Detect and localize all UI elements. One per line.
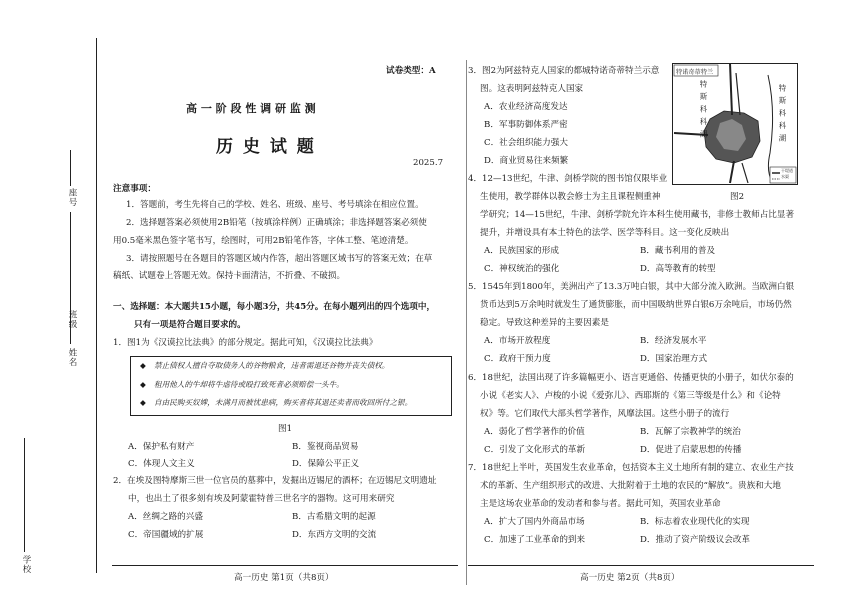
q6-stem-cont: 权》等。它们取代大部头哲学著作，风靡法国。这些小册子的流行 xyxy=(480,409,730,419)
law-bullet-icon: ◆ xyxy=(140,361,146,370)
footer-page-number: 高一历史 第1页（共8页） xyxy=(234,573,334,583)
q4-option-a[interactable]: A．民族国家的形成 xyxy=(484,246,559,256)
footer-rule xyxy=(468,565,814,566)
q4-stem-cont: 学研究；14—15世纪，牛津、剑桥学院允许本科生使用藏书，非修士教师占比显著 xyxy=(480,210,795,220)
figure-caption: 图1 xyxy=(278,424,293,434)
figure-caption: 图2 xyxy=(730,192,745,202)
seat-field[interactable] xyxy=(70,150,71,186)
q2-option-c[interactable]: C．帝国疆域的扩展 xyxy=(128,530,204,540)
school-field[interactable] xyxy=(24,438,25,552)
map-legend-canal: 水渠 xyxy=(781,174,789,179)
q5-option-d[interactable]: D．国家治理方式 xyxy=(640,354,708,364)
q7-stem-cont: 术的革新、生产组织形式的改进、大批附着于土地的农民的“解放”。贵族和大地 xyxy=(480,481,781,491)
footer-rule xyxy=(112,565,458,566)
note-line: 稿纸、试题卷上答题无效。保持卡面清洁，不折叠、不破损。 xyxy=(113,271,346,281)
q2-stem: 2．在埃及图特摩斯三世一位官员的墓葬中，发掘出迈锡尼的酒杯；在迈锡尼文明遗址 xyxy=(113,476,437,486)
section-heading: 一、选择题：本大题共15小题，每小题3分，共45分。在每小题列出的四个选项中， xyxy=(113,302,436,312)
q7-option-d[interactable]: D．推动了资产阶级议会改革 xyxy=(640,535,751,545)
q4-option-d[interactable]: D．高等教育的转型 xyxy=(640,264,716,274)
q5-stem-cont: 货币达到5万余吨时就发生了通货膨胀，而中国吸纳世界白银6万余吨后，市场仍然 xyxy=(480,300,792,310)
q2-option-d[interactable]: D．东西方文明的交流 xyxy=(292,530,377,540)
q5-option-c[interactable]: C．政府干预力度 xyxy=(484,354,551,364)
q1-option-a[interactable]: A．保护私有财产 xyxy=(128,442,195,452)
q6-option-d[interactable]: D．促进了启蒙思想的传播 xyxy=(640,445,742,455)
q2-stem-cont: 中，也出土了很多刻有埃及阿蒙霍特普三世名字的器物。这可用来研究 xyxy=(128,494,395,504)
q3-stem-cont: 图。这表明阿兹特克人国家 xyxy=(480,84,584,94)
q4-option-c[interactable]: C．神权统治的强化 xyxy=(484,264,560,274)
q5-option-b[interactable]: B．经济发展水平 xyxy=(640,336,707,346)
q6-stem-cont: 小说《老实人》、卢梭的小说《爱弥儿》、西耶斯的《第三等级是什么》和《论特 xyxy=(480,391,781,401)
map-lake-label-right: 特斯科科湖 xyxy=(778,84,787,147)
q3-stem: 3．图2为阿兹特克人国家的都城特诺奇蒂特兰示意 xyxy=(468,66,660,76)
page-divider xyxy=(466,60,467,585)
law-item: 禁止债权人擅自夺取债务人的谷物粮食，违者需退还谷物并丧失债权。 xyxy=(154,361,390,370)
q7-stem-cont: 主是这场农业革命的发动者和参与者。据此可知，英国农业革命 xyxy=(480,499,721,509)
q4-option-b[interactable]: B．藏书利用的普及 xyxy=(640,246,716,256)
page-title: 历 史 试 题 xyxy=(216,137,316,157)
school-label: 学校 xyxy=(21,555,31,574)
q1-stem: 1．图1为《汉谟拉比法典》的部分规定。据此可知，《汉谟拉比法典》 xyxy=(113,338,378,348)
law-item: 自由民购买奴婢，未满月而被忧患病，购买者将其退还卖者而收回所付之银。 xyxy=(154,398,413,407)
name-label: 姓名 xyxy=(67,348,77,367)
class-label: 班级 xyxy=(67,310,77,329)
binding-line xyxy=(96,38,97,573)
map-title: 特诺奇蒂特兰 xyxy=(676,69,714,76)
q6-option-a[interactable]: A．弱化了哲学著作的价值 xyxy=(484,427,585,437)
q2-option-b[interactable]: B．古希腊文明的起源 xyxy=(292,512,376,522)
q3-option-b[interactable]: B．军事防御体系严密 xyxy=(484,120,568,130)
law-item: 租用他人的牛却将牛虐待或殴打致死者必须赔偿一头牛。 xyxy=(154,380,344,389)
map-legend-causeway: 干堤道 xyxy=(781,168,793,173)
q3-option-d[interactable]: D．商业贸易往来频繁 xyxy=(484,156,569,166)
q3-option-a[interactable]: A．农业经济高度发达 xyxy=(484,102,568,112)
q4-stem-cont: 生使用，教学群体以教会修士为主且课程侧重神 xyxy=(480,192,661,202)
q7-option-b[interactable]: B．标志着农业现代化的实现 xyxy=(640,517,750,527)
footer-page-number: 高一历史 第2页（共8页） xyxy=(580,573,680,583)
q7-stem: 7．18世纪上半叶，英国发生农业革命，包括资本主义土地所有制的建立、农业生产技 xyxy=(468,463,794,473)
note-line: 3．请按照题号在各题目的答题区域内作答，超出答题区域书写的答案无效；在草 xyxy=(126,254,433,264)
q6-stem: 6．18世纪，法国出现了许多篇幅更小、语言更通俗、传播更快的小册子，如伏尔泰的 xyxy=(468,373,794,383)
section-heading-cont: 只有一项是符合题目要求的。 xyxy=(134,320,246,330)
q6-option-b[interactable]: B．瓦解了宗教神学的统治 xyxy=(640,427,741,437)
note-line: 2．选择题答案必须使用2B铅笔（按填涂样例）正确填涂；非选择题答案必须使 xyxy=(126,218,427,228)
q6-option-c[interactable]: C．引发了文化形式的革新 xyxy=(484,445,586,455)
exam-type: 试卷类型：A xyxy=(386,66,436,76)
q2-option-a[interactable]: A．丝绸之路的兴盛 xyxy=(128,512,203,522)
q1-option-c[interactable]: C．体现人文主义 xyxy=(128,459,195,469)
seat-label: 座号 xyxy=(67,188,77,207)
q5-stem-cont: 稳定。导致这种差异的主要因素是 xyxy=(480,318,609,328)
title-top: 高 一 阶 段 性 调 研 监 测 xyxy=(186,102,316,115)
q7-option-c[interactable]: C．加速了工业革命的到来 xyxy=(484,535,586,545)
law-bullet-icon: ◆ xyxy=(140,380,146,389)
q1-option-d[interactable]: D．保障公平正义 xyxy=(292,459,360,469)
notes-heading: 注意事项： xyxy=(113,184,156,194)
q7-option-a[interactable]: A．扩大了国内外商品市场 xyxy=(484,517,585,527)
note-line: 1．答题前，考生先将自己的学校、姓名、班级、座号、考号填涂在相应位置。 xyxy=(126,200,424,210)
q5-option-a[interactable]: A．市场开放程度 xyxy=(484,336,551,346)
q3-option-c[interactable]: C．社会组织能力强大 xyxy=(484,138,568,148)
law-bullet-icon: ◆ xyxy=(140,398,146,407)
q5-stem: 5．1545年到1800年，美洲出产了13.3万吨白银，其中大部分流入欧洲。当欧洲白银 xyxy=(468,282,795,292)
note-line: 用0.5毫米黑色签字笔书写，绘图时，可用2B铅笔作答，字体工整、笔迹清楚。 xyxy=(113,236,414,246)
exam-date: 2025.7 xyxy=(413,158,444,168)
map-lake-label-left: 特斯科科湖 xyxy=(699,80,708,143)
q4-stem: 4．12—13世纪，牛津、剑桥学院的图书馆仅限毕业 xyxy=(468,174,668,184)
q1-option-b[interactable]: B．鉴视商品贸易 xyxy=(292,442,359,452)
q4-stem-cont: 提升，并增设具有本土特色的法学、医学等科目。这一变化反映出 xyxy=(480,228,730,238)
